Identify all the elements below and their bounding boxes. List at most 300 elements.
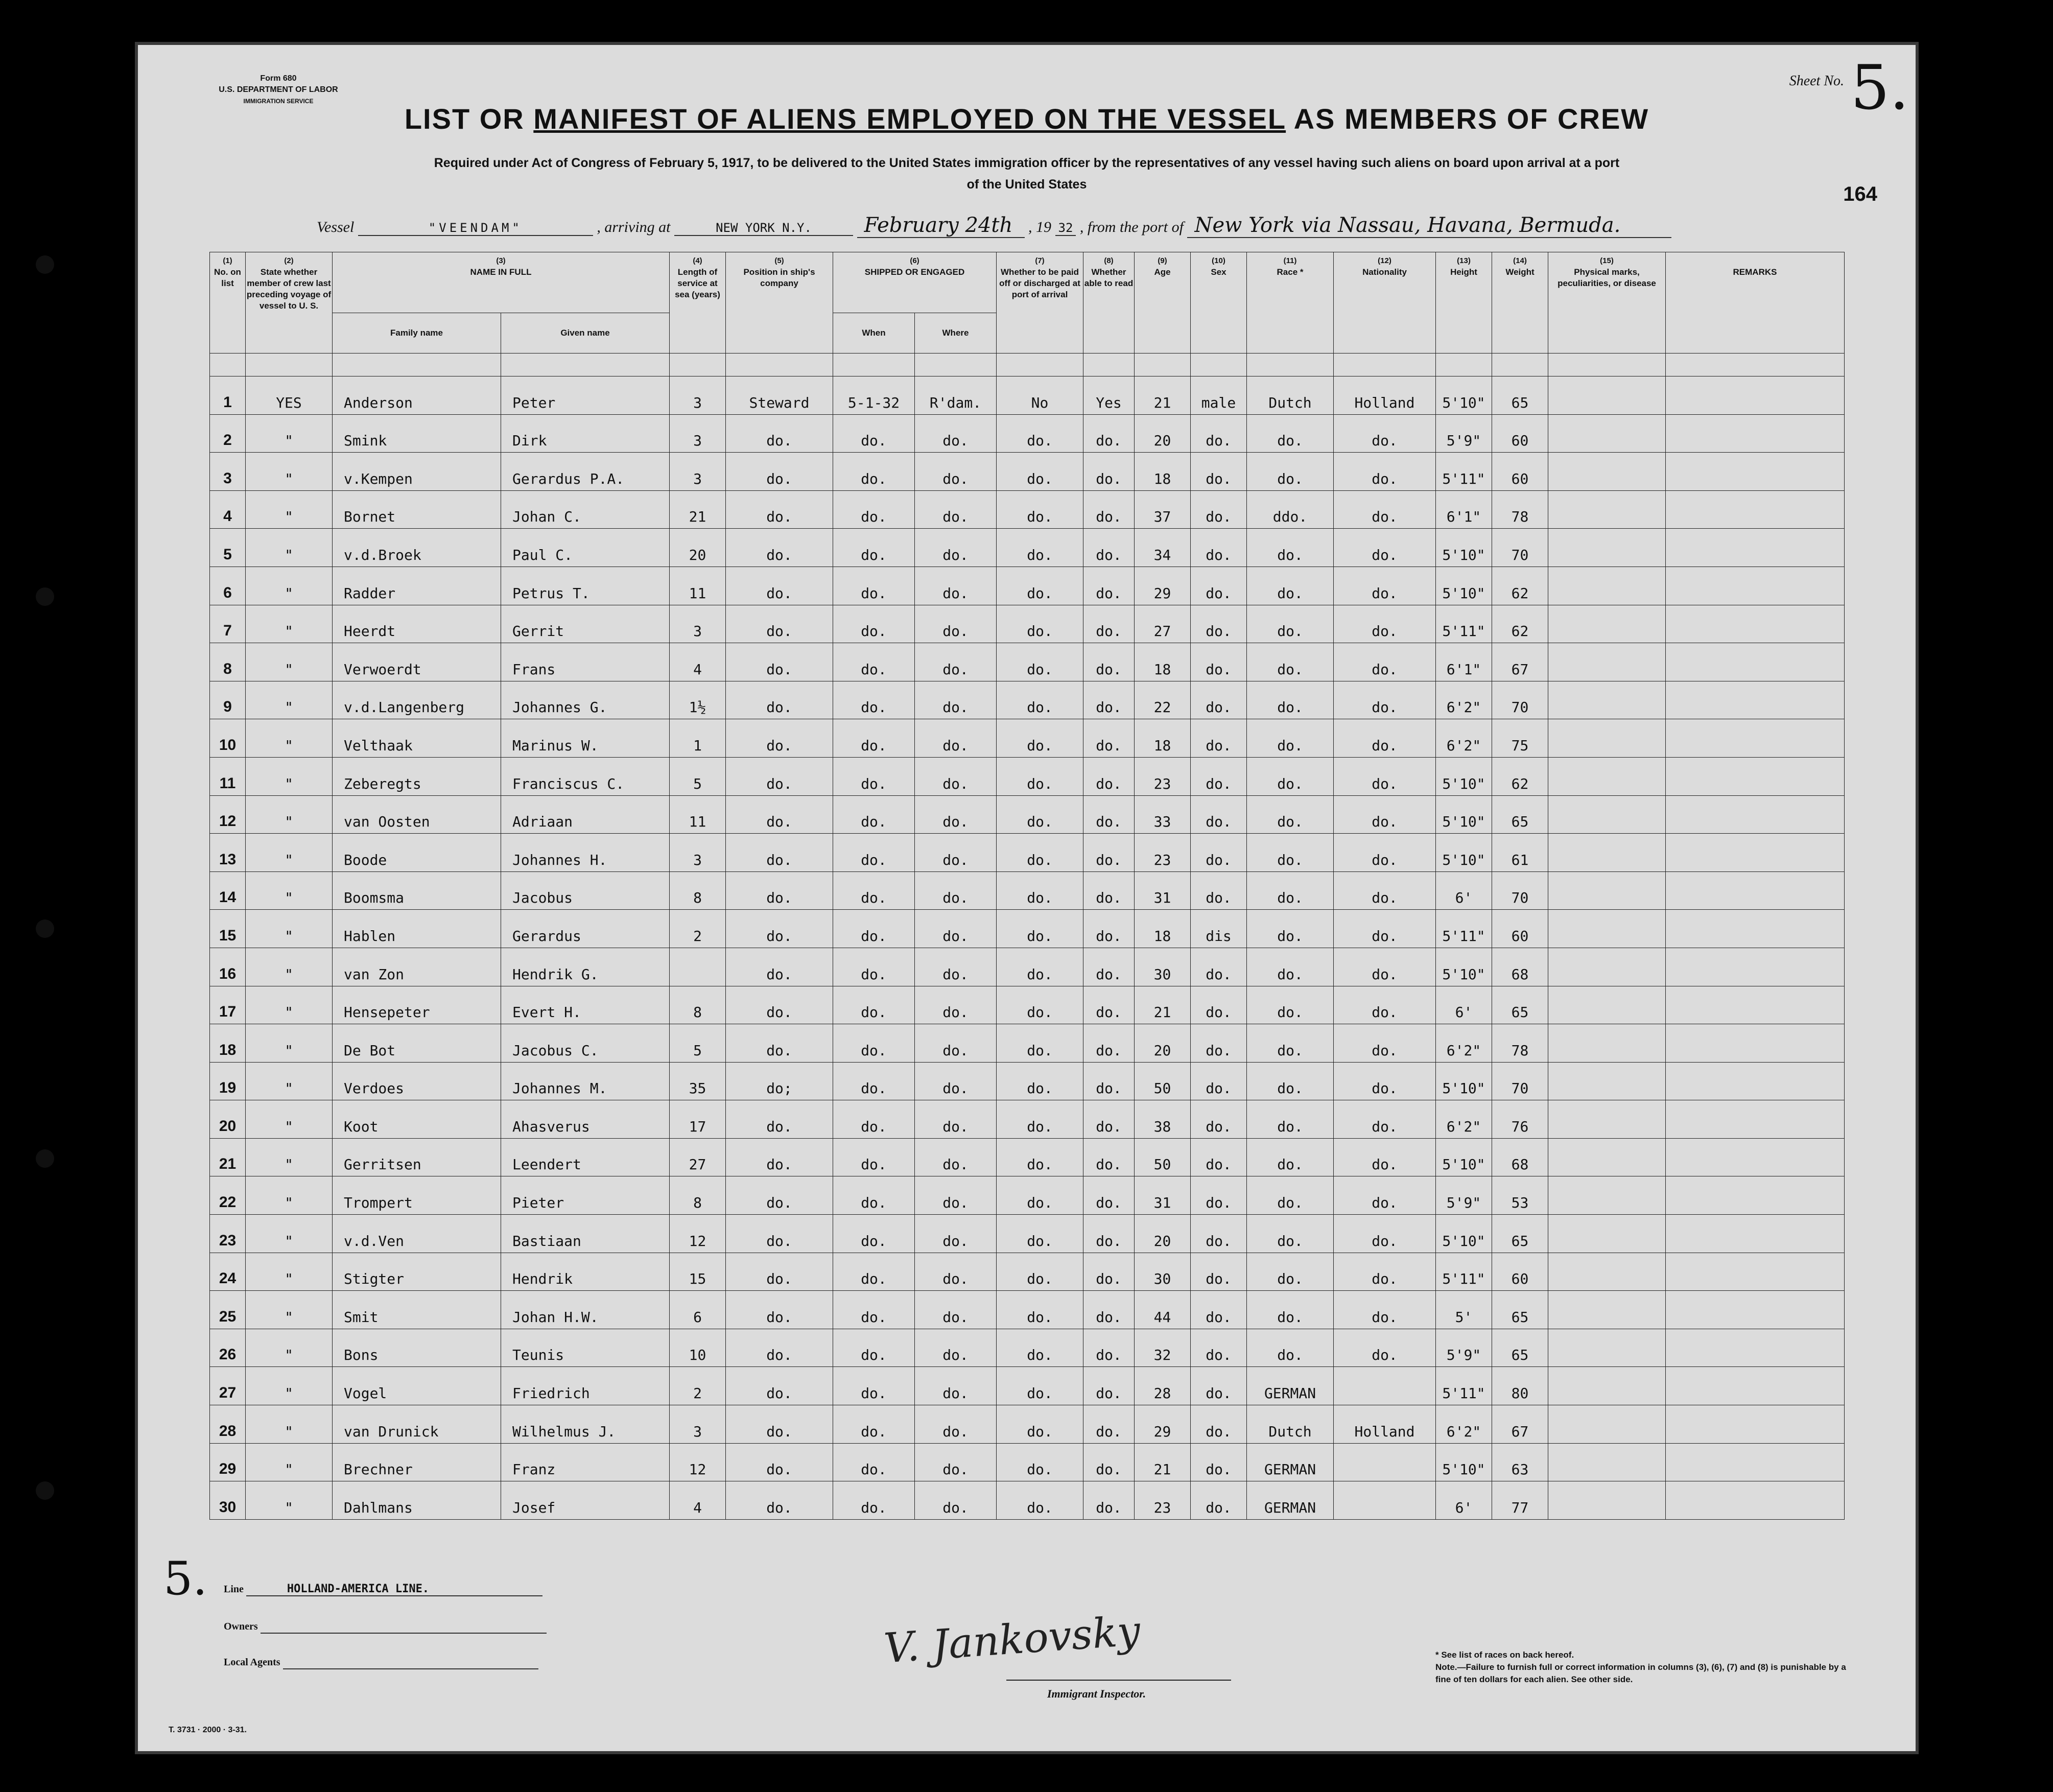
cell-given: Wilhelmus J. [501,1405,670,1444]
cell-sex: do. [1191,414,1247,453]
cell-sex: do. [1191,643,1247,681]
cell-no: 23 [210,1215,246,1253]
cell-age: 23 [1135,834,1191,872]
cell-given: Franciscus C. [501,757,670,795]
cell-paid: do. [997,1405,1083,1444]
table-row [210,414,1845,453]
cell-remarks [1666,834,1845,872]
cell-remarks [1666,414,1845,453]
cell-where: do. [915,986,997,1024]
table-row [210,1405,1845,1444]
cell-family: Boomsma [333,871,501,910]
cell-marks [1548,605,1666,643]
cell-marks [1548,757,1666,795]
table-row [210,795,1845,834]
col-sex-header: (10) Sex [1191,252,1247,353]
table-row [210,1100,1845,1139]
cell-weight: 78 [1492,1024,1548,1063]
cell-marks [1548,834,1666,872]
cell-sex: do. [1191,1405,1247,1444]
cell-sex: do. [1191,1367,1247,1405]
col-given-name-header: Given name [501,313,670,353]
cell-when: do. [833,1405,915,1444]
cell-family: v.d.Ven [333,1215,501,1253]
cell-age: 29 [1135,567,1191,605]
cell-age: 44 [1135,1291,1191,1329]
cell-where: do. [915,529,997,567]
cell-weight: 80 [1492,1367,1548,1405]
form-number: Form 680 [260,74,297,83]
cell-sex: do. [1191,1176,1247,1215]
cell-marks [1548,1367,1666,1405]
cell-marks [1548,1253,1666,1291]
cell-remarks [1666,490,1845,529]
cell-where: do. [915,719,997,758]
cell-position: do. [726,910,833,948]
cell-sex: do. [1191,1062,1247,1100]
cell-remarks [1666,910,1845,948]
cell-height: 5'10" [1436,1138,1492,1176]
cell-race: do. [1247,1215,1334,1253]
cell-age: 20 [1135,414,1191,453]
service-name: IMMIGRATION SERVICE [243,98,314,105]
inspector-signature: V. Jankovsky [882,1607,1142,1672]
cell-when: do. [833,1253,915,1291]
cell-no: 1 [210,376,246,415]
cell-where: do. [915,1443,997,1481]
cell-height: 6'2" [1436,1405,1492,1444]
cell-where: do. [915,1367,997,1405]
cell-when: do. [833,757,915,795]
cell-position: do. [726,681,833,719]
cell-nationality: do. [1334,1176,1436,1215]
cell-weight: 70 [1492,529,1548,567]
cell-prev: " [246,871,333,910]
cell-paid: do. [997,910,1083,948]
cell-height: 5'10" [1436,834,1492,872]
cell-weight: 68 [1492,948,1548,986]
cell-remarks [1666,1215,1845,1253]
binder-hole [36,587,54,606]
cell-prev: " [246,1291,333,1329]
cell-family: Boode [333,834,501,872]
cell-sex: do. [1191,1138,1247,1176]
cell-where: do. [915,1176,997,1215]
cell-race: do. [1247,681,1334,719]
line-label: Line [224,1584,244,1595]
cell-nationality: do. [1334,1024,1436,1063]
cell-given: Petrus T. [501,567,670,605]
cell-height: 5'10" [1436,567,1492,605]
cell-prev: " [246,1062,333,1100]
cell-prev: " [246,719,333,758]
cell-remarks [1666,757,1845,795]
cell-paid: do. [997,490,1083,529]
cell-nationality: do. [1334,719,1436,758]
cell-weight: 65 [1492,1215,1548,1253]
cell-read: do. [1083,681,1135,719]
cell-paid: do. [997,1329,1083,1367]
cell-when: do. [833,795,915,834]
cell-nationality: do. [1334,986,1436,1024]
cell-height: 5'10" [1436,757,1492,795]
cell-age: 50 [1135,1138,1191,1176]
cell-weight: 65 [1492,1329,1548,1367]
cell-service: 1 [670,719,726,758]
cell-prev: " [246,1100,333,1139]
cell-read: do. [1083,871,1135,910]
cell-family: Velthaak [333,719,501,758]
cell-nationality: do. [1334,757,1436,795]
cell-height: 6'1" [1436,490,1492,529]
cell-paid: do. [997,529,1083,567]
cell-prev: " [246,414,333,453]
cell-family: Anderson [333,376,501,415]
cell-paid: do. [997,1291,1083,1329]
cell-no: 16 [210,948,246,986]
cell-position: do. [726,986,833,1024]
cell-service: 35 [670,1062,726,1100]
cell-service: 4 [670,643,726,681]
cell-paid: do. [997,453,1083,491]
cell-service: 3 [670,376,726,415]
cell-age: 37 [1135,490,1191,529]
cell-paid: do. [997,1138,1083,1176]
cell-position: do. [726,529,833,567]
cell-position: do. [726,490,833,529]
cell-no: 30 [210,1481,246,1520]
cell-position: do. [726,1100,833,1139]
document-subtitle [199,152,1854,195]
col-number-header: (1) No. on list [210,252,246,353]
cell-height: 6' [1436,986,1492,1024]
table-row [210,529,1845,567]
cell-when: do. [833,1176,915,1215]
cell-height: 5'10" [1436,1062,1492,1100]
cell-height: 5'10" [1436,795,1492,834]
cell-sex: do. [1191,757,1247,795]
table-row [210,1176,1845,1215]
line-field [224,1583,542,1596]
cell-read: do. [1083,986,1135,1024]
cell-position: do. [726,453,833,491]
table-row [210,681,1845,719]
cell-read: do. [1083,1062,1135,1100]
cell-position: Steward [726,376,833,415]
cell-race: Dutch [1247,376,1334,415]
cell-height: 6'2" [1436,719,1492,758]
cell-paid: do. [997,795,1083,834]
cell-when: do. [833,605,915,643]
cell-given: Johannes G. [501,681,670,719]
cell-remarks [1666,643,1845,681]
cell-when: do. [833,1138,915,1176]
cell-where: do. [915,757,997,795]
cell-marks [1548,1481,1666,1520]
cell-nationality: do. [1334,1253,1436,1291]
cell-weight: 65 [1492,376,1548,415]
cell-no: 21 [210,1138,246,1176]
cell-nationality: do. [1334,605,1436,643]
cell-prev: " [246,1024,333,1063]
cell-family: v.Kempen [333,453,501,491]
cell-prev: " [246,1138,333,1176]
cell-age: 20 [1135,1215,1191,1253]
col-age-header: (9) Age [1135,252,1191,353]
cell-when: do. [833,681,915,719]
cell-paid: do. [997,871,1083,910]
cell-remarks [1666,605,1845,643]
cell-remarks [1666,1405,1845,1444]
cell-weight: 70 [1492,681,1548,719]
cell-remarks [1666,529,1845,567]
cell-race: do. [1247,529,1334,567]
cell-prev: " [246,567,333,605]
cell-family: Hablen [333,910,501,948]
cell-marks [1548,414,1666,453]
cell-height: 6' [1436,871,1492,910]
cell-race: do. [1247,757,1334,795]
cell-marks [1548,529,1666,567]
cell-family: Stigter [333,1253,501,1291]
cell-prev: " [246,605,333,643]
cell-when: do. [833,1329,915,1367]
cell-service: 15 [670,1253,726,1291]
cell-when: do. [833,414,915,453]
cell-service: 27 [670,1138,726,1176]
cell-marks [1548,948,1666,986]
footnotes [1435,1649,1854,1686]
cell-prev: " [246,1367,333,1405]
cell-service: 8 [670,986,726,1024]
cell-read: do. [1083,948,1135,986]
cell-sex: do. [1191,795,1247,834]
cell-weight: 70 [1492,1062,1548,1100]
cell-where: do. [915,1291,997,1329]
cell-where: R'dam. [915,376,997,415]
cell-position: do. [726,1138,833,1176]
cell-paid: No [997,376,1083,415]
title-prefix: LIST OR [404,103,534,135]
cell-height: 5'10" [1436,376,1492,415]
cell-age: 50 [1135,1062,1191,1100]
cell-where: do. [915,1329,997,1367]
cell-no: 22 [210,1176,246,1215]
cell-position: do. [726,871,833,910]
cell-weight: 53 [1492,1176,1548,1215]
cell-paid: do. [997,567,1083,605]
cell-height: 5'9" [1436,1329,1492,1367]
cell-marks [1548,871,1666,910]
cell-height: 6' [1436,1481,1492,1520]
col-read-header: (8) Whether able to read [1083,252,1135,353]
cell-family: Zeberegts [333,757,501,795]
cell-where: do. [915,1405,997,1444]
cell-when: do. [833,1291,915,1329]
cell-given: Gerardus P.A. [501,453,670,491]
table-row [210,376,1845,415]
cell-remarks [1666,1329,1845,1367]
cell-family: Hensepeter [333,986,501,1024]
cell-given: Franz [501,1443,670,1481]
cell-remarks [1666,1024,1845,1063]
cell-race: do. [1247,605,1334,643]
cell-service: 11 [670,567,726,605]
cell-remarks [1666,1138,1845,1176]
cell-sex: do. [1191,1291,1247,1329]
cell-height: 5'9" [1436,414,1492,453]
cell-where: do. [915,643,997,681]
cell-race: do. [1247,1100,1334,1139]
cell-read: do. [1083,910,1135,948]
cell-when: do. [833,871,915,910]
cell-paid: do. [997,1443,1083,1481]
cell-weight: 70 [1492,871,1548,910]
vessel-label: Vessel [317,219,355,235]
cell-given: Johan H.W. [501,1291,670,1329]
cell-paid: do. [997,605,1083,643]
cell-marks [1548,567,1666,605]
cell-sex: do. [1191,1481,1247,1520]
cell-read: do. [1083,1405,1135,1444]
cell-sex: do. [1191,605,1247,643]
cell-service: 10 [670,1329,726,1367]
cell-remarks [1666,681,1845,719]
cell-race: do. [1247,1176,1334,1215]
cell-paid: do. [997,948,1083,986]
cell-weight: 77 [1492,1481,1548,1520]
cell-prev: " [246,1176,333,1215]
cell-where: do. [915,414,997,453]
binder-hole [36,1481,54,1500]
cell-weight: 63 [1492,1443,1548,1481]
cell-remarks [1666,1253,1845,1291]
cell-service: 2 [670,910,726,948]
cell-no: 24 [210,1253,246,1291]
cell-service: 12 [670,1215,726,1253]
cell-nationality: do. [1334,414,1436,453]
agents-label: Local Agents [224,1657,280,1668]
cell-sex: do. [1191,1024,1247,1063]
cell-no: 7 [210,605,246,643]
cell-given: Peter [501,376,670,415]
cell-nationality: Holland [1334,1405,1436,1444]
cell-race: do. [1247,643,1334,681]
footnote-penalty: Note.—Failure to furnish full or correct information in columns (3), (6), (7) and (8) is punishable by a fine of ten dollars for each alien. See other side. [1435,1662,1846,1684]
cell-height: 5'9" [1436,1176,1492,1215]
cell-marks [1548,376,1666,415]
cell-no: 4 [210,490,246,529]
cell-no: 14 [210,871,246,910]
cell-nationality: do. [1334,948,1436,986]
cell-service: 3 [670,1405,726,1444]
cell-family: Smit [333,1291,501,1329]
table-row [210,719,1845,758]
cell-race: do. [1247,1138,1334,1176]
cell-position: do. [726,1481,833,1520]
cell-read: do. [1083,1443,1135,1481]
table-row [210,605,1845,643]
cell-paid: do. [997,1024,1083,1063]
cell-position: do. [726,948,833,986]
cell-position: do. [726,834,833,872]
table-row [210,453,1845,491]
table-row [210,1291,1845,1329]
table-row [210,1215,1845,1253]
cell-when: do. [833,490,915,529]
cell-remarks [1666,1367,1845,1405]
cell-height: 6'2" [1436,1024,1492,1063]
cell-position: do. [726,1367,833,1405]
cell-race: do. [1247,1024,1334,1063]
cell-service: 11 [670,795,726,834]
col-shipped-header: (6) SHIPPED OR ENGAGED [833,252,997,313]
cell-family: Koot [333,1100,501,1139]
cell-given: Josef [501,1481,670,1520]
cell-age: 20 [1135,1024,1191,1063]
arrival-year: 32 [1055,221,1076,236]
cell-family: van Oosten [333,795,501,834]
cell-weight: 62 [1492,605,1548,643]
cell-given: Evert H. [501,986,670,1024]
cell-no: 26 [210,1329,246,1367]
col-family-name-header: Family name [333,313,501,353]
cell-race: do. [1247,910,1334,948]
cell-weight: 76 [1492,1100,1548,1139]
cell-age: 18 [1135,910,1191,948]
cell-weight: 65 [1492,1291,1548,1329]
cell-service: 3 [670,834,726,872]
cell-given: Ahasverus [501,1100,670,1139]
cell-race: do. [1247,834,1334,872]
cell-service: 21 [670,490,726,529]
cell-read: do. [1083,605,1135,643]
cell-read: do. [1083,1215,1135,1253]
cell-nationality: do. [1334,1291,1436,1329]
cell-race: do. [1247,1291,1334,1329]
cell-race: do. [1247,453,1334,491]
cell-paid: do. [997,1176,1083,1215]
table-row [210,1253,1845,1291]
cell-read: do. [1083,490,1135,529]
cell-family: van Drunick [333,1405,501,1444]
cell-nationality: do. [1334,1329,1436,1367]
table-row [210,1481,1845,1520]
cell-height: 5'11" [1436,605,1492,643]
cell-sex: do. [1191,1100,1247,1139]
cell-read: do. [1083,1138,1135,1176]
cell-no: 10 [210,719,246,758]
cell-when: do. [833,910,915,948]
cell-age: 27 [1135,605,1191,643]
cell-remarks [1666,871,1845,910]
cell-remarks [1666,567,1845,605]
cell-nationality: do. [1334,1138,1436,1176]
cell-read: Yes [1083,376,1135,415]
cell-when: do. [833,986,915,1024]
cell-paid: do. [997,834,1083,872]
cell-race: do. [1247,414,1334,453]
cell-no: 5 [210,529,246,567]
cell-height: 5'11" [1436,1253,1492,1291]
cell-weight: 62 [1492,757,1548,795]
arriving-label: , arriving at [597,219,671,235]
inspector-label: Immigrant Inspector. [1047,1687,1146,1700]
cell-age: 22 [1135,681,1191,719]
cell-read: do. [1083,1481,1135,1520]
table-row [210,1367,1845,1405]
cell-race: do. [1247,1062,1334,1100]
